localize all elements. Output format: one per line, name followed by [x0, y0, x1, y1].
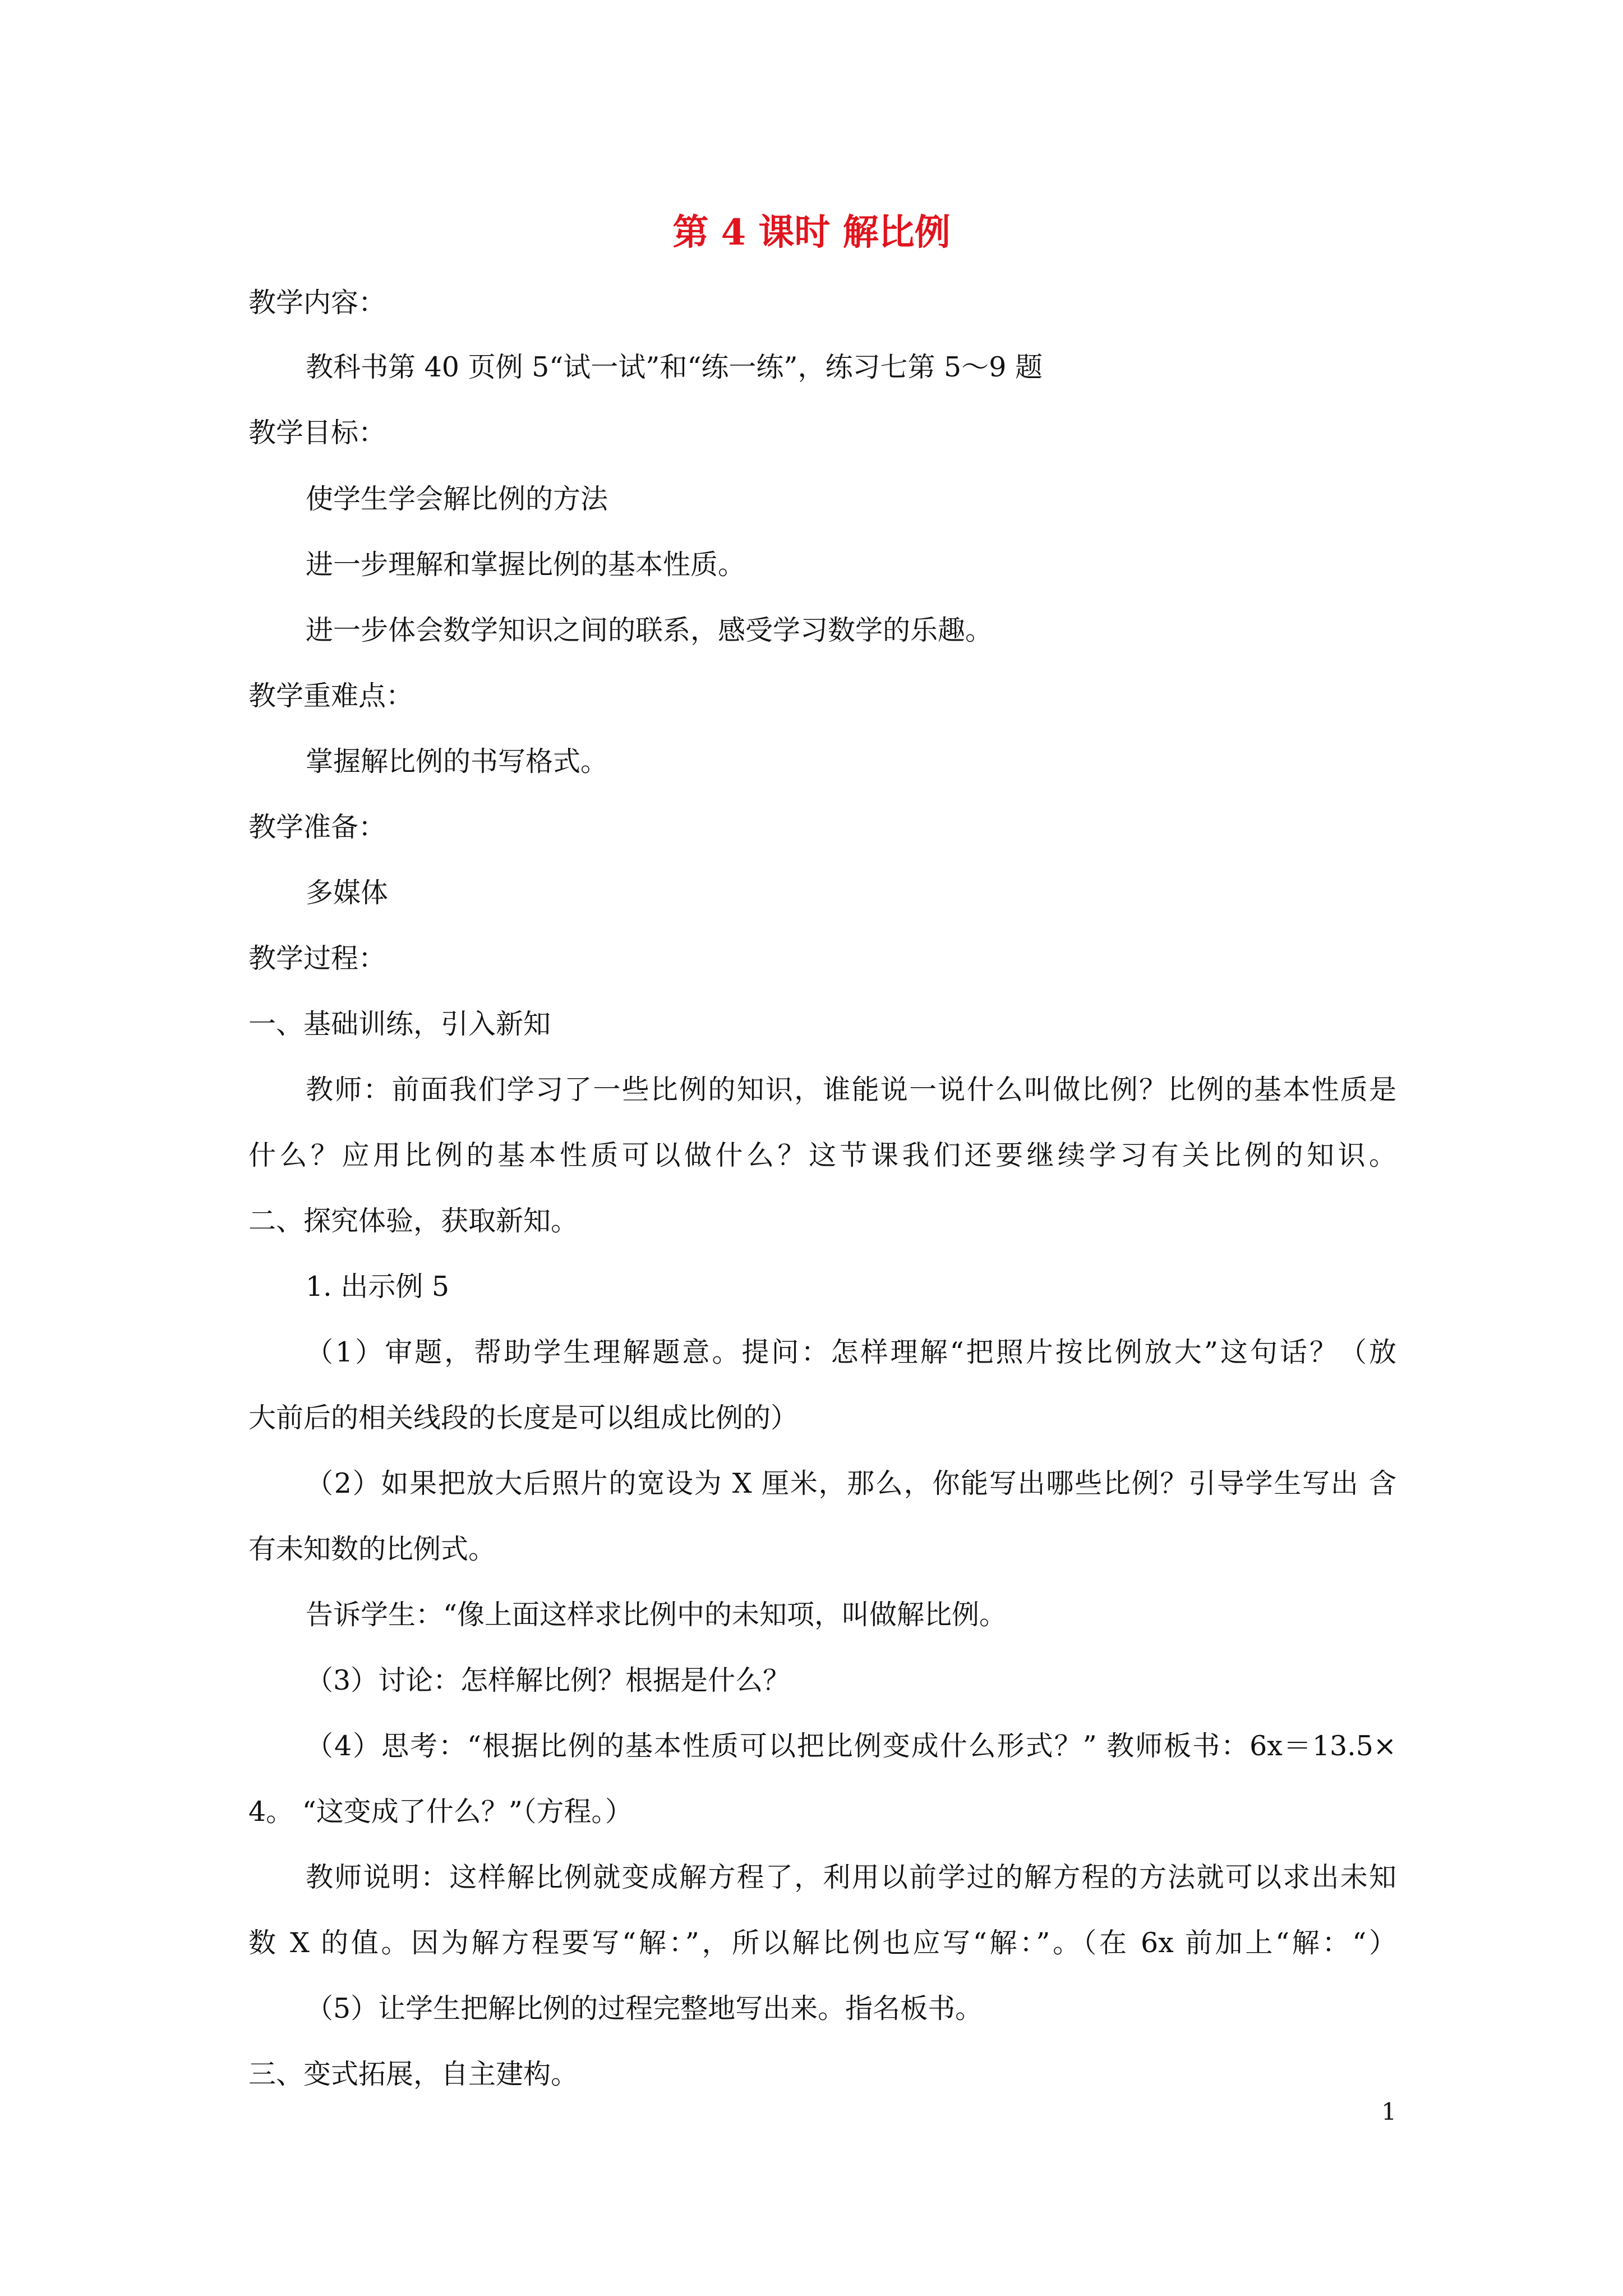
paragraph-teacher-intro-line-2: 什么？应用比例的基本性质可以做什么？这节课我们还要继续学习有关比例的知识。: [248, 1139, 1396, 1171]
process-step-2-heading: 二、探究体验，获取新知。: [248, 1205, 579, 1237]
page-number: 1: [1381, 2098, 1396, 2125]
section-heading-preparation: 教学准备：: [248, 811, 386, 843]
paragraph-item-4-line-2: 4。 “这变成了什么？”（方程。）: [248, 1796, 633, 1828]
paragraph-item-1-line-2: 大前后的相关线段的长度是可以组成比例的）: [248, 1402, 799, 1434]
paragraph-teacher-explanation-line-2: 数 X 的值。因为解方程要写“解：”，所以解比例也应写“解：”。（在 6x 前加上“解：“）: [248, 1927, 1396, 1959]
paragraph-textbook-reference: 教科书第 40 页例 5“试一试”和“练一练”，练习七第 5～9 题: [306, 351, 1043, 383]
paragraph-item-4-line-1: （4）思考：“根据比例的基本性质可以把比例变成什么形式？” 教师板书：6x＝13.5×: [306, 1730, 1396, 1762]
paragraph-teacher-intro-line-1: 教师：前面我们学习了一些比例的知识，谁能说一说什么叫做比例？比例的基本性质是: [306, 1074, 1396, 1106]
paragraph-goal-3: 进一步体会数学知识之间的联系，感受学习数学的乐趣。: [306, 614, 993, 646]
paragraph-preparation: 多媒体: [306, 877, 389, 909]
section-heading-process: 教学过程：: [248, 942, 386, 974]
paragraph-tell-students: 告诉学生：“像上面这样求比例中的未知项，叫做解比例。: [306, 1599, 1007, 1631]
paragraph-item-3: （3）讨论：怎样解比例？根据是什么？: [306, 1664, 791, 1696]
paragraph-item-5: （5）让学生把解比例的过程完整地写出来。指名板书。: [306, 1993, 983, 2024]
paragraph-item-2-line-1: （2）如果把放大后照片的宽设为 X 厘米，那么，你能写出哪些比例？引导学生写出 含: [306, 1467, 1396, 1499]
paragraph-goal-2: 进一步理解和掌握比例的基本性质。: [306, 549, 746, 581]
process-step-3-heading: 三、变式拓展，自主建构。: [248, 2058, 579, 2090]
paragraph-key-point: 掌握解比例的书写格式。: [306, 746, 608, 777]
section-heading-key-points: 教学重难点：: [248, 680, 414, 712]
section-heading-teaching-goals: 教学目标：: [248, 417, 386, 449]
lesson-title: 第 4 课时 解比例: [672, 211, 951, 254]
paragraph-item-2-line-2: 有未知数的比例式。: [248, 1533, 496, 1565]
paragraph-goal-1: 使学生学会解比例的方法: [306, 483, 608, 515]
example-5-heading: 1. 出示例 5: [306, 1271, 450, 1303]
section-heading-teaching-content: 教学内容：: [248, 287, 386, 319]
process-step-1-heading: 一、基础训练，引入新知: [248, 1008, 551, 1040]
paragraph-teacher-explanation-line-1: 教师说明：这样解比例就变成解方程了，利用以前学过的解方程的方法就可以求出未知: [306, 1861, 1396, 1893]
paragraph-item-1-line-1: （1）审题，帮助学生理解题意。提问：怎样理解“把照片按比例放大”这句话？（放: [306, 1336, 1396, 1368]
